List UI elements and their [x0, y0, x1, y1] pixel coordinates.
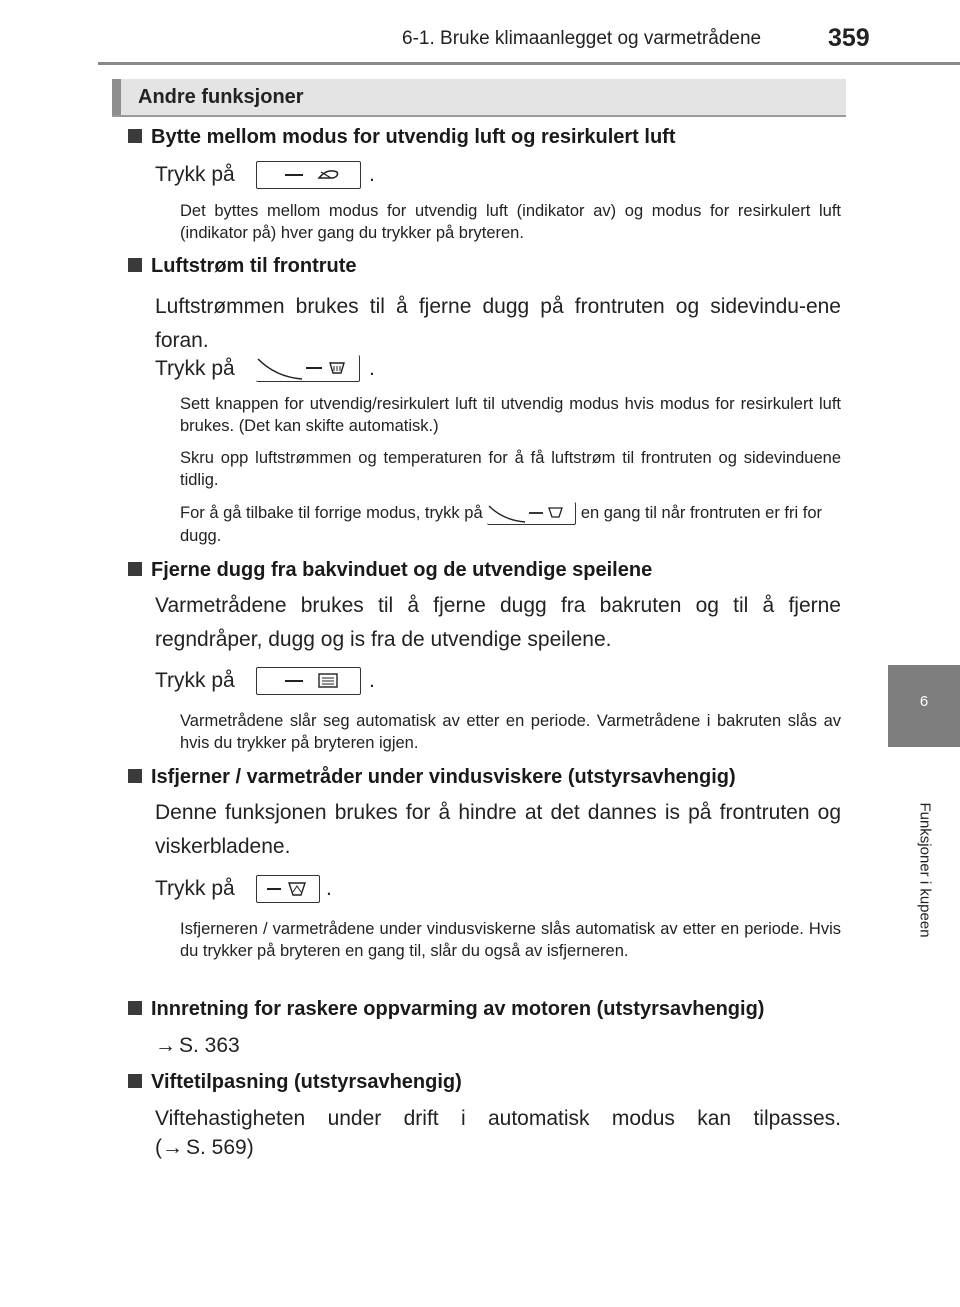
chapter-title: 6-1. Bruke klimaanlegget og varmetrådene [402, 28, 762, 49]
arrow-right-icon: → [155, 1034, 176, 1057]
wiper-deicer-icon [257, 876, 319, 902]
note-windshield-1: Sett knappen for utvendig/resirkulert luft til utvendig modus hvis modus for resirkulert luft brukes. (Det kan skifte automatisk.) [180, 395, 841, 435]
air-recirculation-icon [257, 162, 360, 188]
chapter-tab-number: 6 [919, 693, 929, 710]
arrow-right-icon: → [162, 1136, 183, 1159]
period: . [326, 877, 332, 900]
chapter-tab [888, 665, 960, 747]
note-wiper-deicer: Isfjerneren / varmetrådene under vindusviskerne slås automatisk av etter en periode. Hvis du trykker på bryteren en gang til, slår du også av isfjerneren. [180, 920, 841, 960]
body-rear-defog: Varmetrådene brukes til å fjerne dugg fra bakruten og til å fjerne regndråper, dugg og is fra de utvendige speilene. [155, 594, 841, 651]
item-heading-wiper-deicer: Isfjerner / varmetråder under vindusviskere (utstyrsavhengig) [128, 766, 736, 789]
press-text: Trykk på [155, 669, 235, 692]
bullet-square-icon [128, 1074, 142, 1088]
note-rear-defog: Varmetrådene slår seg automatisk av etter en periode. Varmetrådene i bakruten slås av hvis du trykker på bryteren igjen. [180, 712, 841, 752]
page-number: 359 [828, 24, 870, 52]
item-heading-recirculation: Bytte mellom modus for utvendig luft og resirkulert luft [128, 126, 675, 149]
body-wiper-deicer: Denne funksjonen brukes for å hindre at det dannes is på frontruten og viskerbladene. [155, 801, 841, 858]
windshield-defog-button[interactable] [256, 355, 360, 382]
note-windshield-2: Skru opp luftstrømmen og temperaturen for å få luftstrøm til frontruten og sidevinduene tidlig. [180, 449, 841, 489]
header-divider [98, 62, 960, 65]
body-fan-adjust: Viftehastigheten under drift i automatisk modus kan tilpasses. [155, 1107, 841, 1130]
section-header [112, 79, 846, 117]
item-heading-engine-warmup: Innretning for raskere oppvarming av motoren (utstyrsavhengig) [128, 998, 764, 1021]
section-title: Andre funksjoner [138, 86, 304, 108]
page-reference[interactable]: → S. 363 [155, 1034, 240, 1057]
air-recirculation-button[interactable] [256, 161, 361, 189]
section-header-bar [112, 79, 121, 115]
rear-defog-icon [257, 668, 360, 694]
press-text: Trykk på [155, 163, 235, 186]
item-heading-rear-defog: Fjerne dugg fra bakvinduet og de utvendige speilene [128, 559, 652, 582]
period: . [369, 669, 375, 692]
windshield-defog-button-inline[interactable] [487, 502, 576, 525]
period: . [369, 357, 375, 380]
press-text: Trykk på [155, 877, 235, 900]
bullet-square-icon [128, 1001, 142, 1015]
item-heading-fan-adjust: Viftetilpasning (utstyrsavhengig) [128, 1071, 462, 1094]
item-heading-windshield: Luftstrøm til frontrute [128, 255, 357, 278]
bullet-square-icon [128, 258, 142, 272]
bullet-square-icon [128, 129, 142, 143]
press-text: Trykk på [155, 357, 235, 380]
bullet-square-icon [128, 562, 142, 576]
period: . [369, 163, 375, 186]
windshield-defog-icon [256, 355, 359, 381]
windshield-defog-icon [487, 502, 575, 524]
wiper-deicer-button[interactable] [256, 875, 320, 903]
body-windshield: Luftstrømmen brukes til å fjerne dugg på frontruten og sidevindu-ene foran. [155, 295, 841, 352]
chapter-tab-label: Funksjoner i kupeen [916, 802, 934, 938]
note-recirculation: Det byttes mellom modus for utvendig luft (indikator av) og modus for resirkulert luft (indikator på) hver gang du trykker på bryteren. [180, 202, 841, 242]
bullet-square-icon [128, 769, 142, 783]
page-reference-fan[interactable]: (→ S. 569) [155, 1136, 254, 1159]
rear-defog-button[interactable] [256, 667, 361, 695]
note-windshield-3: For å gå tilbake til forrige modus, trykk på en gang til når frontruten er fri for dugg. [180, 504, 823, 546]
